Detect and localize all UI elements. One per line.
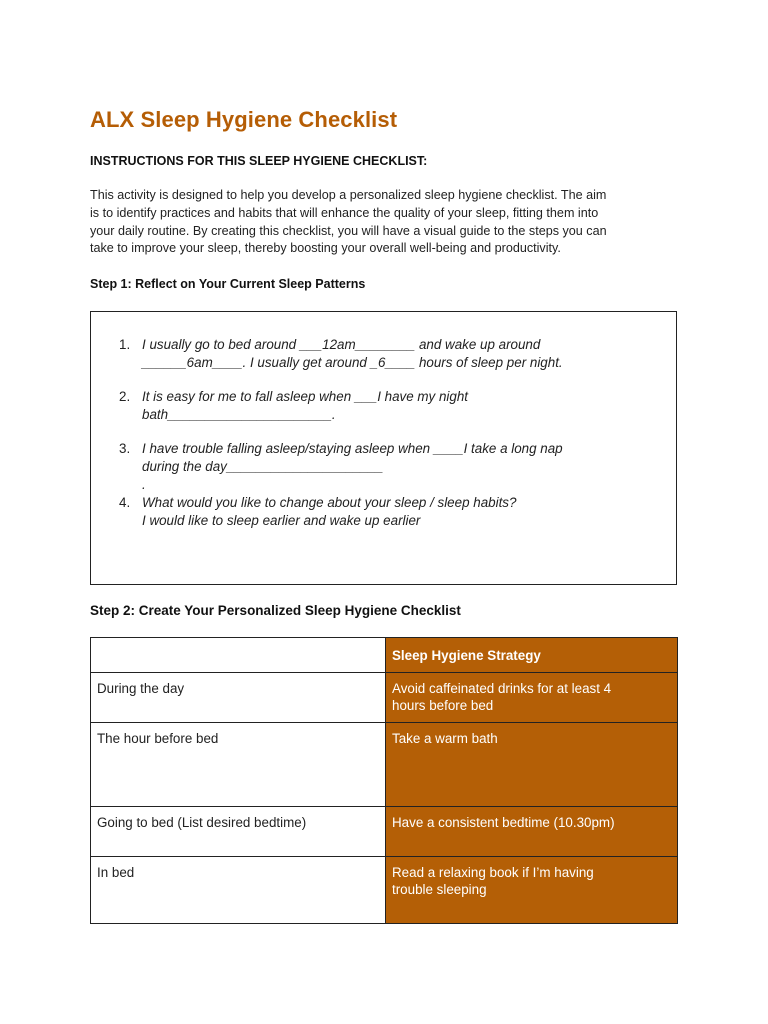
step1-heading: Step 1: Reflect on Your Current Sleep Patterns <box>90 277 366 291</box>
item-number: 4. <box>119 495 131 510</box>
period-cell: During the day <box>91 672 386 722</box>
reflection-text: I would like to sleep earlier and wake up earlier <box>142 513 421 528</box>
reflection-item <box>119 440 639 494</box>
step2-heading: Step 2: Create Your Personalized Sleep Hygiene Checklist <box>90 603 461 618</box>
strategy-text: Have a consistent bedtime (10.30pm) <box>392 814 615 830</box>
reflection-item <box>119 336 639 372</box>
table-header-row <box>91 638 678 673</box>
strategy-text: trouble sleeping <box>392 882 487 897</box>
intro-line: is to identify practices and habits that will enhance the quality of your sleep, fitting them into <box>90 205 599 220</box>
reflection-text: ______6am____. I usually get around _6____ hours of sleep per night. <box>142 355 563 370</box>
item-number: 2. <box>119 389 131 404</box>
strategy-cell <box>386 722 678 806</box>
table-row <box>91 672 678 722</box>
reflection-text: I have trouble falling asleep/staying asleep when ____I take a long nap <box>142 441 563 456</box>
table-header-cell <box>91 638 386 673</box>
page-title: ALX Sleep Hygiene Checklist <box>90 107 398 132</box>
strategy-text: hours before bed <box>392 698 494 713</box>
reflection-text: bath______________________. <box>142 407 336 422</box>
reflection-text: during the day_____________________ <box>142 459 384 474</box>
intro-line: your daily routine. By creating this checklist, you will have a visual guide to the steps you can <box>90 223 607 238</box>
table-row <box>91 806 678 856</box>
intro-paragraph <box>90 187 680 258</box>
reflection-item <box>119 388 639 424</box>
reflection-text: I usually go to bed around ___12am________ and wake up around <box>142 337 541 352</box>
instructions-heading: INSTRUCTIONS FOR THIS SLEEP HYGIENE CHECKLIST: <box>90 154 428 168</box>
reflection-list <box>119 336 639 530</box>
reflection-text: . <box>142 477 146 492</box>
strategy-cell <box>386 856 678 923</box>
strategy-cell <box>386 672 678 722</box>
reflection-item <box>119 494 639 530</box>
strategy-table <box>90 637 678 924</box>
item-number: 1. <box>119 337 131 352</box>
table-header-cell: Sleep Hygiene Strategy <box>386 638 678 673</box>
reflection-box <box>90 311 677 585</box>
item-number: 3. <box>119 441 131 456</box>
strategy-text: Take a warm bath <box>392 730 498 746</box>
reflection-text: It is easy for me to fall asleep when ___I have my night <box>142 389 469 404</box>
period-cell: Going to bed (List desired bedtime) <box>91 806 386 856</box>
intro-line: take to improve your sleep, thereby boosting your overall well-being and productivity. <box>90 241 561 256</box>
table-row <box>91 856 678 923</box>
table-row <box>91 722 678 806</box>
intro-line: This activity is designed to help you develop a personalized sleep hygiene checklist. The aim <box>90 188 607 202</box>
period-cell: In bed <box>91 856 386 923</box>
strategy-text: Avoid caffeinated drinks for at least 4 <box>392 680 612 696</box>
period-cell: The hour before bed <box>91 722 386 806</box>
reflection-text: What would you like to change about your sleep / sleep habits? <box>142 495 517 510</box>
strategy-cell <box>386 806 678 856</box>
strategy-text: Read a relaxing book if I’m having <box>392 864 594 880</box>
